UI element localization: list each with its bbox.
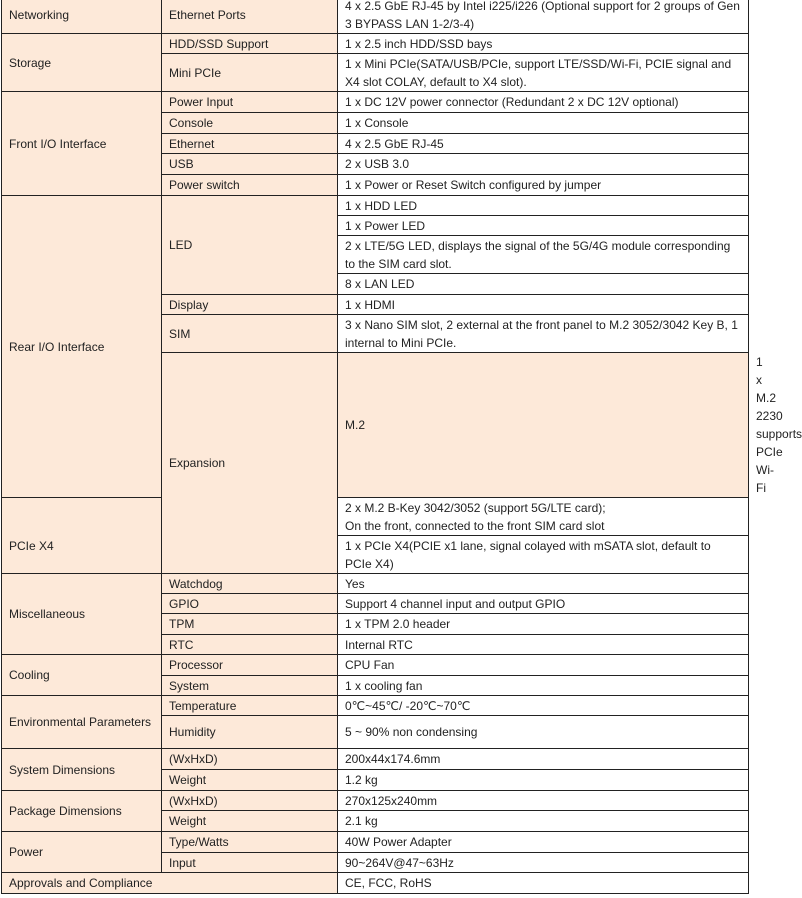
subcategory-cell: M.2 [338, 353, 749, 498]
category-cell: Approvals and Compliance [2, 873, 338, 894]
value-line: 2 x LTE/5G LED, displays the signal of the 5G/4G module corresponding [345, 238, 731, 253]
value-line: PCIe X4) [345, 556, 394, 571]
subcategory-cell: RTC [162, 635, 338, 655]
value-cell: Support 4 channel input and output GPIO [338, 594, 749, 614]
subcategory-cell: GPIO [162, 594, 338, 614]
value-line: 3 BYPASS LAN 1-2/3-4) [345, 17, 475, 31]
value-cell: 1 x Power LED [338, 216, 749, 236]
value-line: 2 x M.2 B-Key 3042/3052 (support 5G/LTE card); [345, 500, 606, 515]
value-line: X4 slot COLAY, default to X4 slot). [345, 74, 527, 89]
value-cell: 1 x DC 12V power connector (Redundant 2 x DC 12V optional) [338, 92, 749, 113]
value-line: 3 x Nano SIM slot, 2 external at the front panel to M.2 3052/3042 Key B, 1 [345, 317, 738, 332]
value-line: 1 x PCIe X4(PCIE x1 lane, signal colayed with mSATA slot, default to [345, 538, 711, 553]
subcategory-cell: LED [162, 196, 338, 295]
value-cell: 40W Power Adapter [338, 832, 749, 853]
value-cell [338, 236, 749, 274]
subcategory-cell: Mini PCIe [162, 54, 338, 92]
subcategory-cell: Humidity [162, 716, 338, 749]
value-cell [338, 54, 749, 92]
table-row [2, 791, 749, 811]
value-cell: 1 x Power or Reset Switch configured by jumper [338, 175, 749, 196]
value-cell: 1 x Console [338, 113, 749, 134]
subcategory-cell: USB [162, 154, 338, 175]
value-cell [338, 315, 749, 353]
value-cell: 270x125x240mm [338, 791, 749, 811]
value-cell: 1.2 kg [338, 770, 749, 791]
category-cell: Power [2, 832, 162, 873]
subcategory-cell: Power switch [162, 175, 338, 196]
value-line: 4 x 2.5 GbE RJ-45 by Intel i225/i226 (Optional support for 2 groups of Gen [345, 0, 740, 13]
value-line: On the front, connected to the front SIM card slot [345, 518, 605, 533]
value-cell: Internal RTC [338, 635, 749, 655]
table-row: Expansion M.2 1 x M.2 2230 supports PCIe Wi-Fi [2, 353, 749, 498]
category-cell: Cooling [2, 655, 162, 696]
category-cell: Front I/O Interface [2, 92, 162, 196]
subcategory-cell: Weight [162, 770, 338, 791]
subcategory-cell: Type/Watts [162, 832, 338, 853]
table-row [2, 696, 749, 716]
category-cell: Rear I/O Interface [2, 196, 162, 498]
value-cell: 200x44x174.6mm [338, 749, 749, 770]
value-cell: 1 x 2.5 inch HDD/SSD bays [338, 34, 749, 54]
value-cell: 5 ~ 90% non condensing [338, 716, 749, 749]
value-cell: CPU Fan [338, 655, 749, 676]
category-cell: Miscellaneous [2, 574, 162, 655]
subcategory-cell: PCIe X4 [2, 498, 162, 574]
subcategory-cell: Display [162, 295, 338, 315]
value-cell: 8 x LAN LED [338, 274, 749, 295]
value-cell: CE, FCC, RoHS [338, 873, 749, 894]
value-cell [338, 536, 749, 574]
category-cell: Environmental Parameters [2, 696, 162, 749]
value-cell: 1 x HDD LED [338, 196, 749, 216]
table-row [2, 749, 749, 770]
value-cell: 1 x HDMI [338, 295, 749, 315]
subcategory-cell: Power Input [162, 92, 338, 113]
subcategory-cell: SIM [162, 315, 338, 353]
subcategory-cell: Ethernet [162, 134, 338, 154]
category-cell: System Dimensions [2, 749, 162, 791]
subcategory-cell: Watchdog [162, 574, 338, 594]
table-row [2, 196, 749, 216]
value-cell [338, 498, 749, 536]
value-line: to the SIM card slot. [345, 256, 452, 271]
subcategory-cell: Temperature [162, 696, 338, 716]
value-cell [338, 0, 749, 34]
table-row [2, 655, 749, 676]
value-cell: 90~264V@47~63Hz [338, 853, 749, 873]
table-row [2, 34, 749, 54]
table-row [2, 0, 749, 34]
value-cell: Yes [338, 574, 749, 594]
category-cell: Storage [2, 34, 162, 92]
value-cell: 2.1 kg [338, 811, 749, 832]
subcategory-cell: Processor [162, 655, 338, 676]
subcategory-cell: HDD/SSD Support [162, 34, 338, 54]
table-row [2, 574, 749, 594]
category-cell: Expansion [162, 353, 338, 574]
subcategory-cell: (WxHxD) [162, 749, 338, 770]
subcategory-cell: Console [162, 113, 338, 134]
subcategory-cell: (WxHxD) [162, 791, 338, 811]
value-cell: 1 x cooling fan [338, 676, 749, 696]
table-row [2, 92, 749, 113]
subcategory-cell: Input [162, 853, 338, 873]
value-cell: 1 x TPM 2.0 header [338, 614, 749, 635]
category-cell: Networking [2, 0, 162, 34]
table-row [2, 873, 749, 894]
value-line: internal to Mini PCIe. [345, 335, 457, 350]
value-cell: 2 x USB 3.0 [338, 154, 749, 175]
subcategory-cell: Ethernet Ports [162, 0, 338, 34]
subcategory-cell: Weight [162, 811, 338, 832]
spec-table [1, 0, 802, 894]
value-line: 1 x Mini PCIe(SATA/USB/PCIe, support LTE/SSD/Wi-Fi, PCIE signal and [345, 56, 732, 71]
value-cell: 4 x 2.5 GbE RJ-45 [338, 134, 749, 154]
value-cell: 0℃~45℃/ -20℃~70℃ [338, 696, 749, 716]
subcategory-cell: TPM [162, 614, 338, 635]
subcategory-cell: System [162, 676, 338, 696]
table-row [2, 498, 749, 536]
category-cell: Package Dimensions [2, 791, 162, 832]
table-row [2, 832, 749, 853]
